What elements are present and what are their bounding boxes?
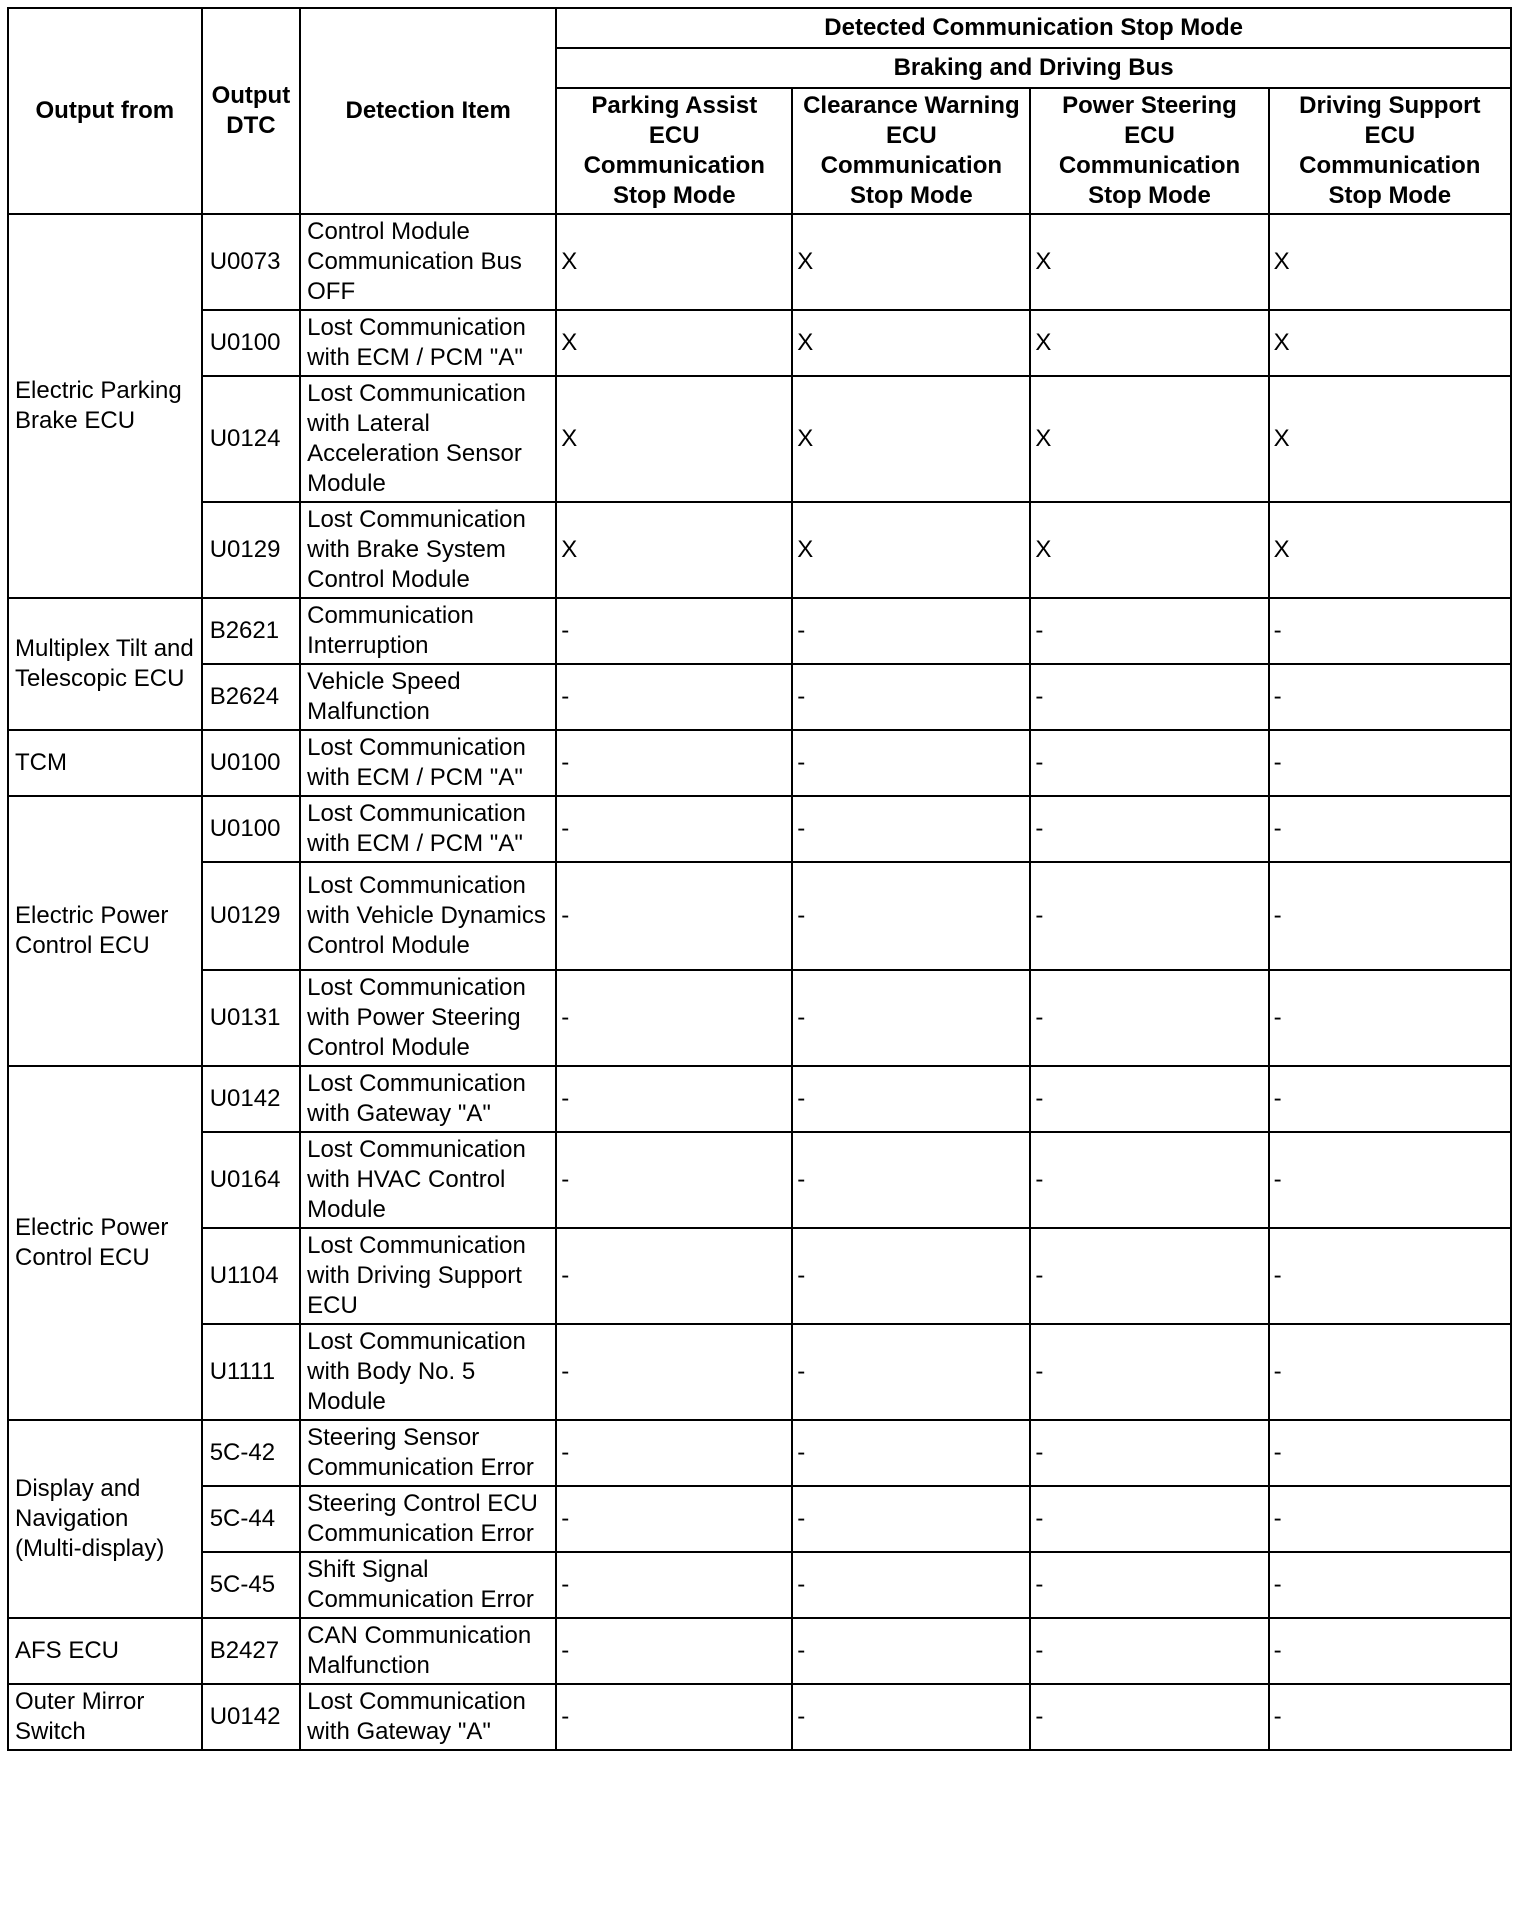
mode-cell: X	[1030, 310, 1268, 376]
header-output-from: Output from	[8, 8, 202, 214]
dtc-cell: U1104	[202, 1228, 300, 1324]
mode-cell: X	[792, 214, 1030, 310]
mode-cell: -	[1030, 796, 1268, 862]
mode-cell: -	[556, 598, 792, 664]
table-row	[8, 376, 1511, 502]
source-cell: Electric Parking Brake ECU	[8, 214, 202, 598]
mode-cell: -	[1269, 730, 1511, 796]
mode-cell: -	[1030, 1066, 1268, 1132]
mode-cell: -	[556, 796, 792, 862]
detection-item-cell: Lost Communication with Body No. 5 Module	[300, 1324, 556, 1420]
table-row	[8, 664, 1511, 730]
source-cell: AFS ECU	[8, 1618, 202, 1684]
mode-cell: -	[792, 1324, 1030, 1420]
mode-cell: X	[792, 376, 1030, 502]
header-braking-driving-bus: Braking and Driving Bus	[556, 48, 1511, 88]
detection-item-cell: Lost Communication with Brake System Control Module	[300, 502, 556, 598]
mode-cell: -	[1030, 664, 1268, 730]
detection-item-cell: CAN Communication Malfunction	[300, 1618, 556, 1684]
detection-item-cell: Lost Communication with Power Steering Control Module	[300, 970, 556, 1066]
detection-item-cell: Shift Signal Communication Error	[300, 1552, 556, 1618]
mode-cell: -	[1030, 1552, 1268, 1618]
detection-item-cell: Control Module Communication Bus OFF	[300, 214, 556, 310]
table-row	[8, 1618, 1511, 1684]
dtc-cell: B2427	[202, 1618, 300, 1684]
detection-item-cell: Lost Communication with ECM / PCM "A"	[300, 730, 556, 796]
mode-cell: -	[1269, 862, 1511, 970]
header-detected-communication-stop-mode: Detected Communication Stop Mode	[556, 8, 1511, 48]
mode-cell: -	[1269, 1132, 1511, 1228]
mode-cell: -	[556, 664, 792, 730]
mode-cell: -	[792, 1132, 1030, 1228]
mode-cell: -	[1269, 1684, 1511, 1750]
dtc-cell: 5C-42	[202, 1420, 300, 1486]
mode-cell: X	[1269, 310, 1511, 376]
mode-cell: -	[556, 862, 792, 970]
mode-cell: -	[556, 1486, 792, 1552]
mode-cell: -	[1269, 1486, 1511, 1552]
mode-cell: X	[792, 310, 1030, 376]
mode-cell: -	[556, 1066, 792, 1132]
table-row	[8, 1552, 1511, 1618]
mode-cell: X	[1030, 376, 1268, 502]
mode-cell: X	[556, 502, 792, 598]
dtc-cell: U0131	[202, 970, 300, 1066]
mode-cell: -	[792, 796, 1030, 862]
mode-cell: -	[1030, 1228, 1268, 1324]
mode-cell: -	[792, 1552, 1030, 1618]
mode-cell: -	[1269, 970, 1511, 1066]
table-row	[8, 1420, 1511, 1486]
dtc-cell: U0142	[202, 1684, 300, 1750]
dtc-cell: B2624	[202, 664, 300, 730]
mode-cell: -	[1030, 1684, 1268, 1750]
mode-cell: -	[1030, 970, 1268, 1066]
detection-item-cell: Lost Communication with HVAC Control Module	[300, 1132, 556, 1228]
table-row	[8, 1228, 1511, 1324]
mode-cell: -	[792, 1066, 1030, 1132]
header-power-steering-mode: Power Steering ECU Communication Stop Mode	[1030, 88, 1268, 214]
mode-cell: X	[792, 502, 1030, 598]
mode-cell: -	[1030, 1420, 1268, 1486]
dtc-cell: U0164	[202, 1132, 300, 1228]
dtc-cell: U0100	[202, 730, 300, 796]
detection-item-cell: Lost Communication with Gateway "A"	[300, 1066, 556, 1132]
mode-cell: -	[792, 1684, 1030, 1750]
source-cell: Electric Power Control ECU	[8, 1066, 202, 1420]
detection-item-cell: Lost Communication with ECM / PCM "A"	[300, 310, 556, 376]
detection-item-cell: Steering Sensor Communication Error	[300, 1420, 556, 1486]
header-output-dtc: Output DTC	[202, 8, 300, 214]
dtc-cell: B2621	[202, 598, 300, 664]
mode-cell: X	[1030, 214, 1268, 310]
table-row	[8, 970, 1511, 1066]
header-clearance-warning-mode: Clearance Warning ECU Communication Stop Mode	[792, 88, 1030, 214]
dtc-cell: U0129	[202, 862, 300, 970]
mode-cell: -	[1269, 796, 1511, 862]
mode-cell: -	[1269, 1324, 1511, 1420]
table-row	[8, 1132, 1511, 1228]
mode-cell: -	[1030, 1324, 1268, 1420]
header-parking-assist-mode: Parking Assist ECU Communication Stop Mode	[556, 88, 792, 214]
mode-cell: -	[556, 1228, 792, 1324]
mode-cell: -	[1030, 1486, 1268, 1552]
table-row	[8, 1324, 1511, 1420]
dtc-cell: U0100	[202, 310, 300, 376]
mode-cell: -	[792, 1228, 1030, 1324]
dtc-cell: U1111	[202, 1324, 300, 1420]
mode-cell: -	[1269, 1066, 1511, 1132]
mode-cell: X	[1269, 214, 1511, 310]
mode-cell: -	[1269, 1552, 1511, 1618]
mode-cell: X	[556, 310, 792, 376]
mode-cell: -	[1269, 1420, 1511, 1486]
mode-cell: -	[556, 1324, 792, 1420]
mode-cell: -	[1269, 664, 1511, 730]
mode-cell: -	[1030, 1132, 1268, 1228]
source-cell: Outer Mirror Switch	[8, 1684, 202, 1750]
table-row	[8, 796, 1511, 862]
dtc-cell: 5C-44	[202, 1486, 300, 1552]
dtc-cell: U0142	[202, 1066, 300, 1132]
mode-cell: -	[1030, 1618, 1268, 1684]
mode-cell: -	[556, 1420, 792, 1486]
mode-cell: -	[1030, 730, 1268, 796]
source-cell: TCM	[8, 730, 202, 796]
dtc-cell: U0073	[202, 214, 300, 310]
detection-item-cell: Lost Communication with Gateway "A"	[300, 1684, 556, 1750]
mode-cell: -	[1269, 1618, 1511, 1684]
header-driving-support-mode: Driving Support ECU Communication Stop Mode	[1269, 88, 1511, 214]
mode-cell: X	[556, 214, 792, 310]
mode-cell: X	[1030, 502, 1268, 598]
mode-cell: -	[792, 1420, 1030, 1486]
mode-cell: -	[792, 664, 1030, 730]
mode-cell: -	[1269, 1228, 1511, 1324]
table-row	[8, 310, 1511, 376]
source-cell: Display and Navigation (Multi-display)	[8, 1420, 202, 1618]
table-row	[8, 598, 1511, 664]
mode-cell: -	[792, 730, 1030, 796]
dtc-cell: U0100	[202, 796, 300, 862]
mode-cell: -	[792, 598, 1030, 664]
table-row	[8, 1486, 1511, 1552]
mode-cell: -	[556, 1684, 792, 1750]
mode-cell: -	[1269, 598, 1511, 664]
mode-cell: -	[556, 1618, 792, 1684]
mode-cell: -	[1030, 598, 1268, 664]
detection-item-cell: Lost Communication with Vehicle Dynamics Control Module	[300, 862, 556, 970]
detection-item-cell: Vehicle Speed Malfunction	[300, 664, 556, 730]
mode-cell: -	[792, 970, 1030, 1066]
mode-cell: -	[792, 1486, 1030, 1552]
mode-cell: -	[792, 1618, 1030, 1684]
mode-cell: X	[1269, 376, 1511, 502]
dtc-communication-stop-table	[7, 7, 1512, 1751]
detection-item-cell: Lost Communication with Driving Support ECU	[300, 1228, 556, 1324]
dtc-cell: U0124	[202, 376, 300, 502]
table-row	[8, 502, 1511, 598]
table-row	[8, 1684, 1511, 1750]
detection-item-cell: Communication Interruption	[300, 598, 556, 664]
mode-cell: -	[556, 970, 792, 1066]
detection-item-cell: Lost Communication with ECM / PCM "A"	[300, 796, 556, 862]
mode-cell: X	[1269, 502, 1511, 598]
mode-cell: -	[556, 1132, 792, 1228]
dtc-cell: 5C-45	[202, 1552, 300, 1618]
mode-cell: -	[792, 862, 1030, 970]
detection-item-cell: Steering Control ECU Communication Error	[300, 1486, 556, 1552]
table-row	[8, 730, 1511, 796]
header-detection-item: Detection Item	[300, 8, 556, 214]
source-cell: Multiplex Tilt and Telescopic ECU	[8, 598, 202, 730]
mode-cell: X	[556, 376, 792, 502]
mode-cell: -	[556, 1552, 792, 1618]
table-row	[8, 862, 1511, 970]
mode-cell: -	[1030, 862, 1268, 970]
table-row	[8, 1066, 1511, 1132]
mode-cell: -	[556, 730, 792, 796]
source-cell: Electric Power Control ECU	[8, 796, 202, 1066]
detection-item-cell: Lost Communication with Lateral Acceleration Sensor Module	[300, 376, 556, 502]
dtc-cell: U0129	[202, 502, 300, 598]
table-row	[8, 214, 1511, 310]
